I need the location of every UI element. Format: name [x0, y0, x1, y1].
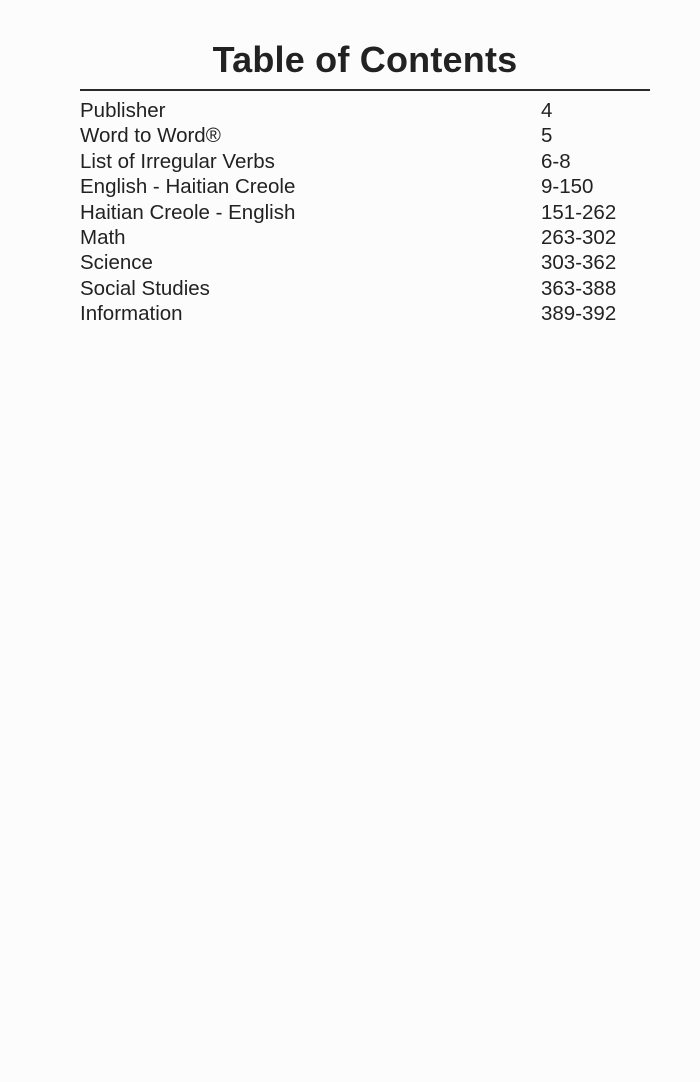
toc-entry-pages: 303-362: [541, 251, 617, 275]
toc-entry-label: Math: [80, 225, 126, 249]
toc-entry-math: [80, 225, 650, 250]
toc-entry-pages: 9-150: [541, 175, 594, 199]
toc-entry-pages: 6-8: [541, 149, 571, 173]
toc-entry-label: Word to Word®: [80, 124, 221, 148]
toc-list: [80, 98, 650, 327]
toc-entry-label: List of Irregular Verbs: [80, 149, 275, 173]
toc-entry-label: Publisher: [80, 99, 166, 122]
toc-entry-social-studies: [80, 276, 650, 301]
toc-entry-label: English - Haitian Creole: [80, 175, 296, 199]
toc-entry-pages: 5: [541, 124, 553, 148]
toc-entry-pages: 363-388: [541, 276, 617, 300]
toc-entry-pages: 389-392: [541, 302, 617, 326]
toc-entry-label: Social Studies: [80, 276, 210, 300]
toc-entry-label: Haitian Creole - English: [80, 200, 296, 224]
toc-entry-label: Information: [80, 302, 183, 326]
toc-entry-label: Science: [80, 251, 153, 275]
title-divider: [80, 89, 650, 91]
toc-entry-haitian-creole-english: [80, 200, 650, 225]
toc-entry-english-haitian-creole: [80, 174, 650, 199]
toc-entry-pages: 4: [541, 99, 553, 122]
toc-entry-publisher: [80, 98, 650, 123]
page-title: Table of Contents: [212, 39, 518, 80]
toc-entry-science: [80, 250, 650, 275]
toc-entry-irregular-verbs: [80, 149, 650, 174]
toc-entry-information: [80, 301, 650, 326]
toc-entry-pages: 151-262: [541, 200, 617, 224]
toc-entry-pages: 263-302: [541, 225, 617, 249]
toc-entry-word-to-word: [80, 123, 650, 148]
